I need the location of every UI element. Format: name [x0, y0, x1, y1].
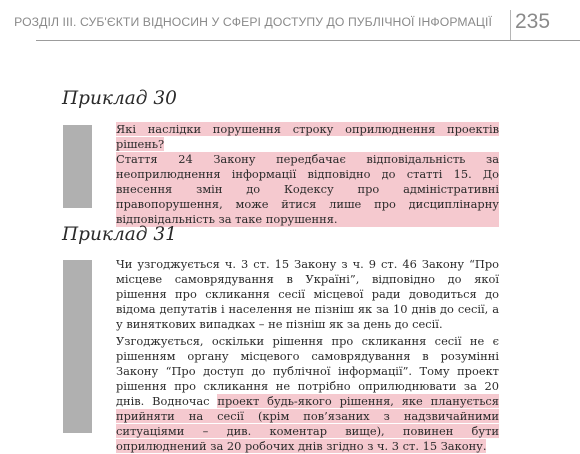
example-30-answer: Стаття 24 Закону передбачає відповідальність за неоприлюднення інформації відповідно до статті 15. До внесення змін до Кодексу про адміністративні правопорушення, може йтися лише про дисциплінарну відповідальність за таке порушення.: [116, 152, 499, 226]
example-31-sidebar-bar: [63, 260, 92, 433]
example-30-question: [116, 122, 499, 152]
example-30-title: Приклад 30: [62, 88, 177, 109]
section-title: РОЗДІЛ ІІІ. СУБ'ЄКТИ ВІДНОСИН У СФЕРІ ДОСТУПУ ДО ПУБЛІЧНОЇ ІНФОРМАЦІЇ: [14, 15, 492, 29]
example-30-sidebar-bar: [63, 125, 92, 208]
header-rule: [36, 40, 580, 41]
example-31-paragraph-2: [116, 334, 499, 454]
example-31-title: Приклад 31: [62, 224, 177, 245]
page-number: 235: [515, 10, 551, 33]
example-31-paragraph-2-plain: Узгоджується, оскільки рішення про скликання сесії не є рішенням органу місцевого самоврядування в розумінні Закону “Про доступ до публічної інформації”. Тому проект рішення про скликання не потрібно оприлюднювати за 20 днів. Водночас: [116, 334, 499, 408]
example-30-question-text: Які наслідки порушення строку оприлюднення проектів рішень?: [116, 122, 499, 151]
example-31-paragraph-1: Чи узгоджується ч. 3 ст. 15 Закону з ч. 9 ст. 46 Закону “Про місцеве самоврядування в Україні”, відповідно до якої рішення про скликання сесії місцевої ради доводиться до відома депутатів і населення не пізніш як за 10 днів до сесії, а у виняткових випадках – не пізніш як за день до сесії.: [116, 257, 499, 331]
running-header: [0, 0, 580, 44]
header-divider: [510, 10, 511, 40]
example-31-paragraph-2-highlight: проект будь-якого рішення, яке планується прийняти на сесії (крім пов’язаних з надзвичайними ситуаціями – див. коментар вище), повинен бути оприлюднений за 20 робочих днів згідно з ч. 3 ст. 15 Закону.: [116, 394, 499, 453]
